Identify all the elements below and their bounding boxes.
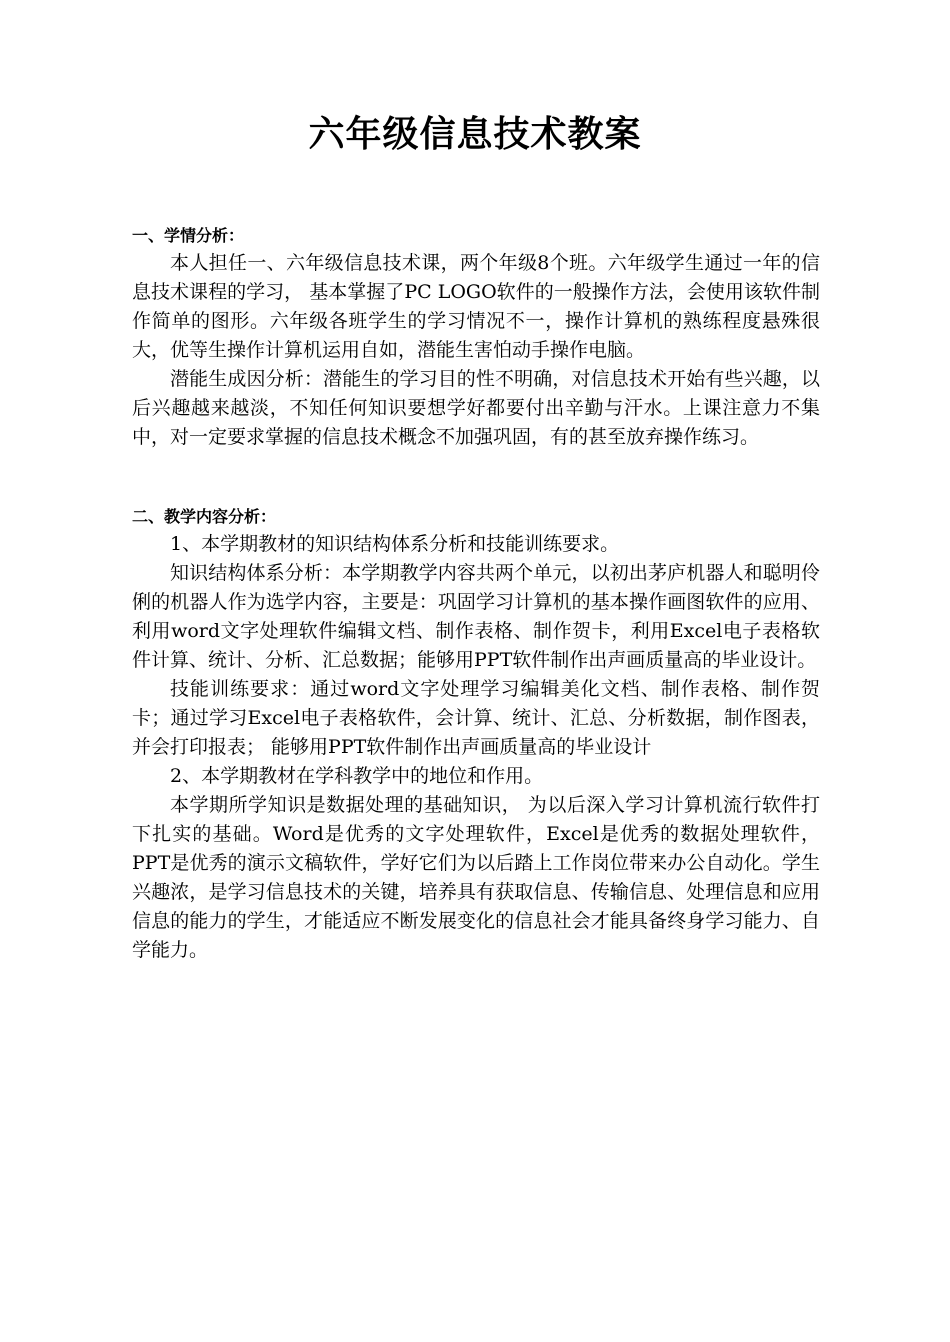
document-body [132, 223, 820, 965]
section-learning-analysis [132, 223, 820, 452]
section-heading: 二、教学内容分析： [132, 507, 277, 526]
paragraph: 1、本学期教材的知识结构体系分析和技能训练要求。 [170, 533, 620, 555]
section-content-analysis [132, 504, 820, 965]
paragraph: 2、本学期教材在学科教学中的地位和作用。 [170, 765, 544, 787]
document-title: 六年级信息技术教案 [308, 114, 642, 155]
paragraph: 本人担任一、六年级信息技术课，两个年级8个班。六年级学生通过一年的信息技术课程的学习， 基本掌握了PC LOGO软件的一般操作方法，会使用该软件制作简单的图形。六年级各班学生的学习情况不一，操作计算机的熟练程度悬殊很大，优等生操作计算机运用自如，潜能生害怕动手操作电脑。 [132, 252, 820, 361]
section-heading: 一、学情分析： [132, 226, 245, 245]
paragraph: 潜能生成因分析：潜能生的学习目的性不明确，对信息技术开始有些兴趣，以后兴趣越来越淡，不知任何知识要想学好都要付出辛勤与汗水。上课注意力不集中，对一定要求掌握的信息技术概念不加强巩固，有的甚至放弃操作练习。 [132, 368, 820, 448]
paragraph: 技能训练要求：通过word文字处理学习编辑美化文档、制作表格、制作贺卡；通过学习Excel电子表格软件，会计算、统计、汇总、分析数据，制作图表， 并会打印报表； 能够用PPT软件制作出声画质量高的毕业设计 [132, 678, 820, 758]
paragraph: 知识结构体系分析：本学期教学内容共两个单元，以初出茅庐机器人和聪明伶俐的机器人作为选学内容，主要是：巩固学习计算机的基本操作画图软件的应用、利用word文字处理软件编辑文档、制作表格、制作贺卡，利用Excel电子表格软件计算、统计、分析、汇总数据；能够用PPT软件制作出声画质量高的毕业设计。 [132, 562, 820, 671]
paragraph: 本学期所学知识是数据处理的基础知识， 为以后深入学习计算机流行软件打下扎实的基础。Word是优秀的文字处理软件，Excel是优秀的数据处理软件，PPT是优秀的演示文稿软件，学好它们为以后踏上工作岗位带来办公自动化。学生兴趣浓，是学习信息技术的关键，培养具有获取信息、传输信息、处理信息和应用信息的能力的学生，才能适应不断发展变化的信息社会才能具备终身学习能力、自学能力。 [132, 794, 820, 961]
section-spacer [132, 452, 820, 504]
